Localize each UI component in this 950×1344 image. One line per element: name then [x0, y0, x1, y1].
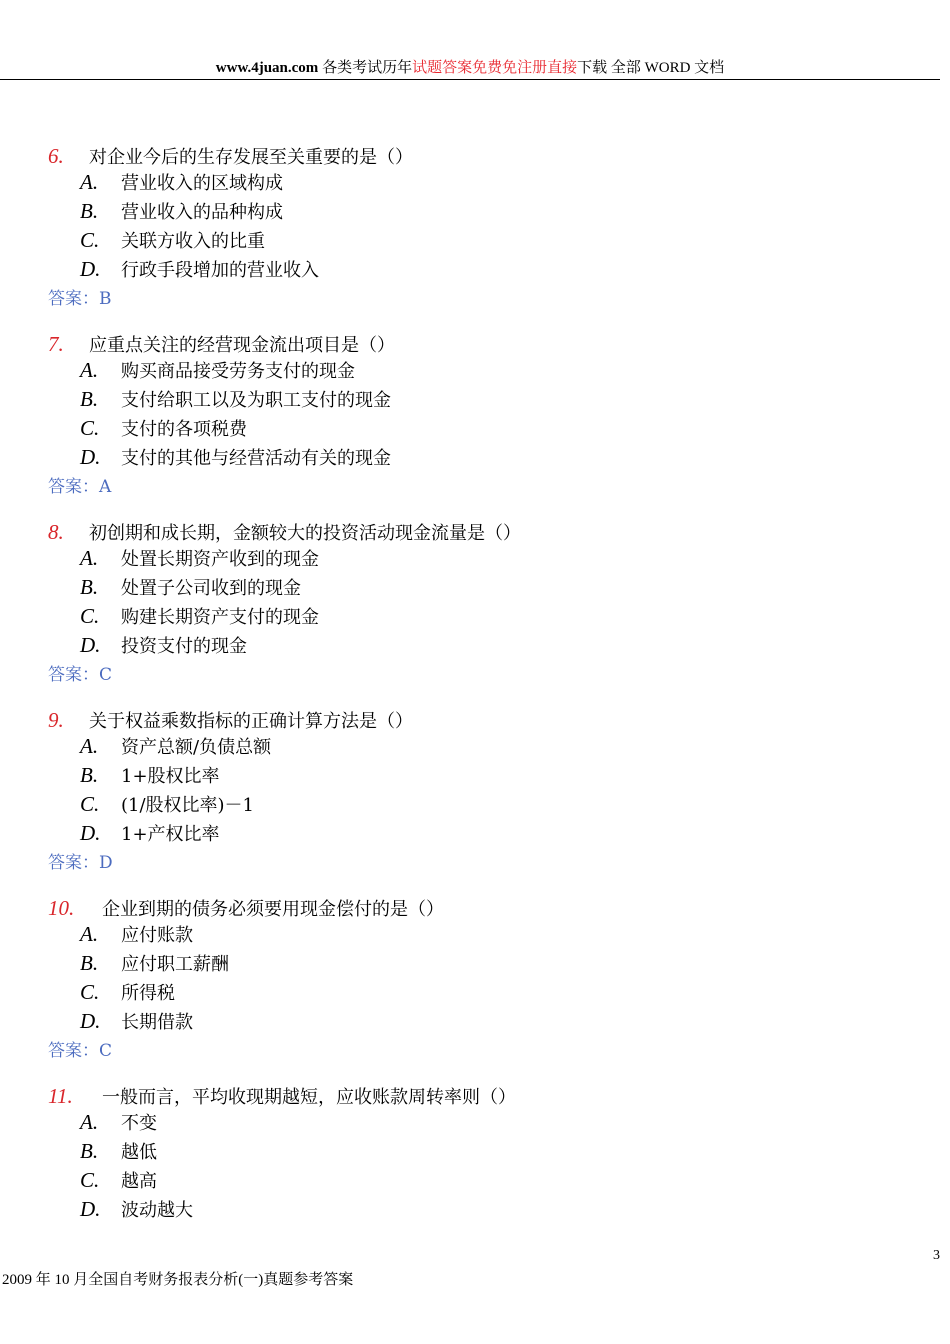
option-text: 购买商品接受劳务支付的现金 [121, 361, 355, 382]
question-number: 6. [48, 144, 64, 168]
option-text: 购建长期资产支付的现金 [121, 607, 319, 628]
option-letter: D. [80, 1009, 101, 1033]
question-text: 一般而言，平均收现期越短，应收账款周转率则（） [102, 1087, 516, 1108]
question-text: 初创期和成长期，金额较大的投资活动现金流量是（） [89, 523, 521, 544]
option-text: 不变 [121, 1113, 157, 1134]
option-letter: B. [80, 575, 99, 599]
answer: 答案：D [48, 853, 113, 873]
option-letter: A. [80, 922, 99, 946]
option-text: 应付职工薪酬 [121, 954, 229, 975]
option-text: 营业收入的品种构成 [121, 202, 283, 223]
question-text: 应重点关注的经营现金流出项目是（） [89, 335, 395, 356]
option-letter: C. [80, 228, 100, 252]
question-text: 关于权益乘数指标的正确计算方法是（） [89, 711, 413, 732]
option-text: 支付给职工以及为职工支付的现金 [121, 390, 391, 411]
option-letter: D. [80, 821, 101, 845]
option-text: 处置长期资产收到的现金 [121, 549, 319, 570]
answer: 答案：C [48, 665, 113, 685]
option-letter: D. [80, 445, 101, 469]
option-text: 1+产权比率 [121, 824, 220, 845]
option-letter: A. [80, 170, 99, 194]
option-letter: D. [80, 1197, 101, 1221]
question-number: 8. [48, 520, 64, 544]
option-letter: A. [80, 734, 99, 758]
option-text: 支付的各项税费 [121, 419, 247, 440]
question-text: 企业到期的债务必须要用现金偿付的是（） [102, 899, 444, 920]
option-text: 1+股权比率 [121, 766, 220, 787]
option-text: 处置子公司收到的现金 [121, 578, 301, 599]
page-footer: 2009 年 10 月全国自考财务报表分析(一)真题参考答案 [2, 1272, 354, 1288]
question-number: 10. [48, 896, 75, 920]
page-header [0, 58, 940, 78]
answer: 答案：A [48, 477, 112, 497]
option-letter: C. [80, 1168, 100, 1192]
option-letter: C. [80, 416, 100, 440]
option-text: 支付的其他与经营活动有关的现金 [121, 448, 391, 469]
option-letter: C. [80, 792, 100, 816]
option-letter: B. [80, 387, 99, 411]
header-text-1: 各类考试历年 [318, 60, 413, 76]
option-text: 关联方收入的比重 [121, 231, 265, 252]
option-text: 越低 [121, 1142, 157, 1163]
header-rule [0, 79, 940, 80]
question-text: 对企业今后的生存发展至关重要的是（） [89, 147, 413, 168]
header-highlight: 试题答案免费免注册直接 [412, 60, 578, 76]
option-text: 长期借款 [121, 1012, 193, 1033]
option-letter: B. [80, 199, 99, 223]
option-letter: A. [80, 546, 99, 570]
option-letter: B. [80, 763, 99, 787]
answer: 答案：B [48, 289, 112, 309]
option-letter: D. [80, 257, 101, 281]
option-letter: C. [80, 980, 100, 1004]
option-text: (1/股权比率)－1 [121, 795, 255, 816]
header-text-2: 下载 全部 WORD 文档 [577, 60, 725, 76]
option-text: 应付账款 [121, 925, 193, 946]
option-letter: A. [80, 358, 99, 382]
option-letter: A. [80, 1110, 99, 1134]
question-number: 11. [48, 1084, 73, 1108]
option-letter: B. [80, 1139, 99, 1163]
option-text: 资产总额/负债总额 [121, 737, 272, 758]
option-letter: C. [80, 604, 100, 628]
question-number: 9. [48, 708, 64, 732]
header-site: www.4juan.com [215, 60, 319, 76]
answer: 答案：C [48, 1041, 113, 1061]
option-letter: D. [80, 633, 101, 657]
question-number: 7. [48, 332, 64, 356]
option-text: 营业收入的区域构成 [121, 173, 283, 194]
option-text: 越高 [121, 1171, 157, 1192]
option-text: 行政手段增加的营业收入 [121, 260, 319, 281]
page-number: 3 [933, 1248, 940, 1263]
option-text: 波动越大 [121, 1200, 193, 1221]
option-text: 投资支付的现金 [121, 636, 247, 657]
option-letter: B. [80, 951, 99, 975]
option-text: 所得税 [121, 983, 175, 1004]
